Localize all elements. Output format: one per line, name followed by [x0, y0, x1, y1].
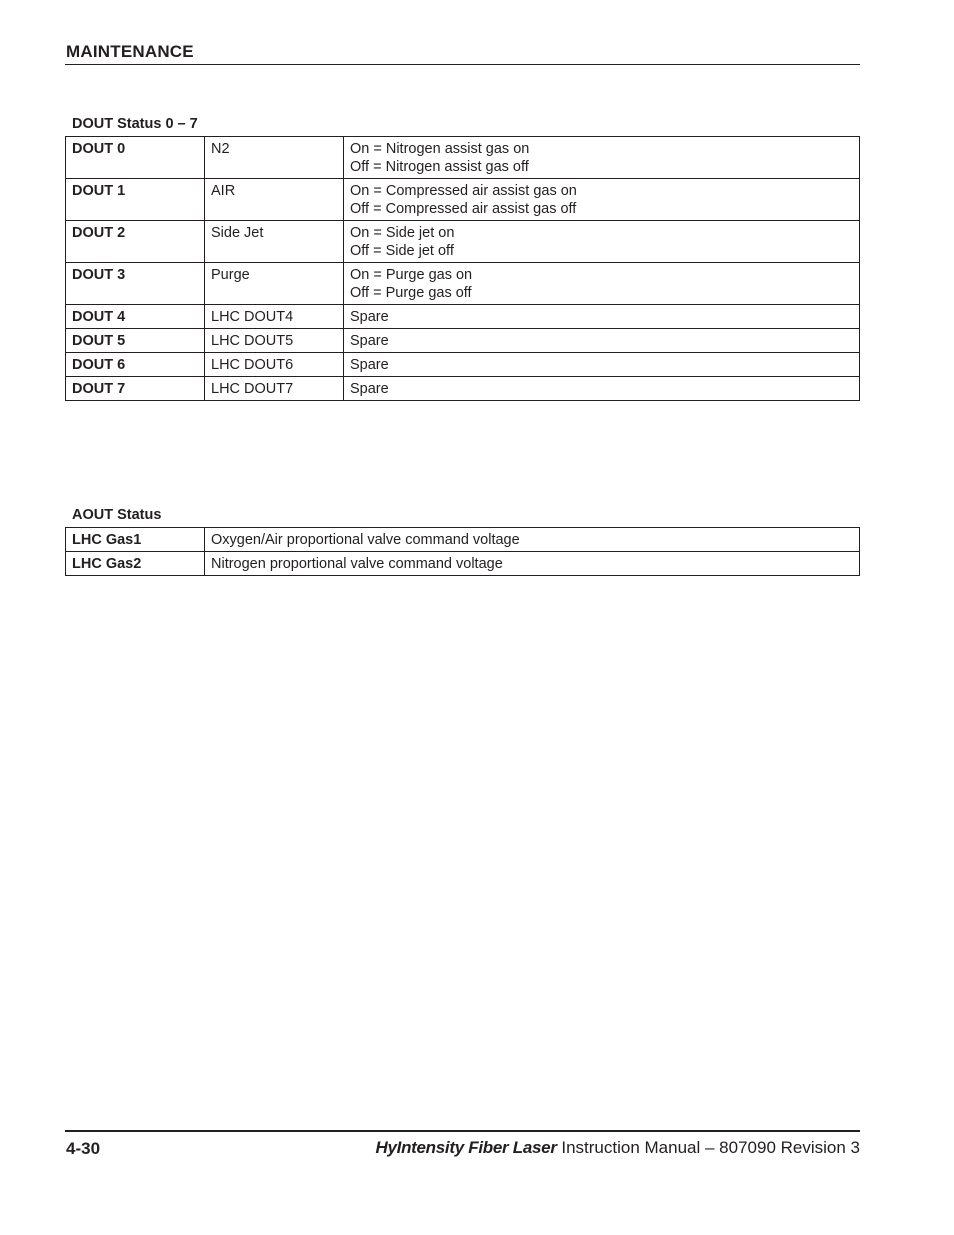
- description-line: On = Side jet on: [350, 225, 455, 241]
- dout-description-cell: [344, 179, 860, 221]
- table-row: [66, 179, 860, 221]
- description-line: Spare: [350, 357, 389, 373]
- dout-description-cell: [344, 263, 860, 305]
- dout-signal-cell: N2: [205, 137, 344, 179]
- dout-signal-cell: LHC DOUT5: [205, 329, 344, 353]
- dout-table-caption: DOUT Status 0 – 7: [72, 116, 198, 132]
- dout-signal-cell: Side Jet: [205, 221, 344, 263]
- description-line: Spare: [350, 333, 389, 349]
- aout-table-body: [66, 528, 860, 576]
- dout-signal-cell: Purge: [205, 263, 344, 305]
- dout-description-cell: [344, 221, 860, 263]
- dout-key-cell: DOUT 0: [66, 137, 205, 179]
- dout-key-cell: DOUT 7: [66, 377, 205, 401]
- description-line: On = Nitrogen assist gas on: [350, 141, 530, 157]
- header-divider: [65, 64, 860, 65]
- description-line: On = Purge gas on: [350, 267, 473, 283]
- description-line: Off = Nitrogen assist gas off: [350, 159, 529, 175]
- dout-key-cell: DOUT 3: [66, 263, 205, 305]
- product-name: HyIntensity Fiber Laser: [375, 1138, 557, 1157]
- page-number: 4-30: [66, 1139, 101, 1158]
- dout-key-cell: DOUT 2: [66, 221, 205, 263]
- description-line: Off = Compressed air assist gas off: [350, 201, 577, 217]
- dout-table-body: [66, 137, 860, 401]
- dout-status-table: [65, 136, 860, 401]
- table-row: [66, 305, 860, 329]
- table-row: [66, 377, 860, 401]
- description-line: Off = Purge gas off: [350, 285, 472, 301]
- aout-description-cell: Nitrogen proportional valve command voltage: [205, 552, 860, 576]
- dout-description-cell: [344, 137, 860, 179]
- manual-title: [376, 1138, 860, 1158]
- table-row: [66, 263, 860, 305]
- footer-divider: [65, 1130, 860, 1132]
- table-row: [66, 552, 860, 576]
- dout-key-cell: DOUT 6: [66, 353, 205, 377]
- description-line: Spare: [350, 309, 389, 325]
- table-row: [66, 221, 860, 263]
- dout-description-cell: [344, 353, 860, 377]
- dout-description-cell: [344, 329, 860, 353]
- aout-table-caption: AOUT Status: [72, 507, 162, 523]
- table-row: [66, 528, 860, 552]
- aout-description-cell: Oxygen/Air proportional valve command voltage: [205, 528, 860, 552]
- dout-key-cell: DOUT 4: [66, 305, 205, 329]
- section-title: MAINTENANCE: [66, 42, 194, 61]
- description-line: On = Compressed air assist gas on: [350, 183, 577, 199]
- table-row: [66, 137, 860, 179]
- table-row: [66, 329, 860, 353]
- table-row: [66, 353, 860, 377]
- dout-signal-cell: LHC DOUT7: [205, 377, 344, 401]
- dout-signal-cell: LHC DOUT6: [205, 353, 344, 377]
- dout-key-cell: DOUT 1: [66, 179, 205, 221]
- description-line: Off = Side jet off: [350, 243, 454, 259]
- dout-signal-cell: AIR: [205, 179, 344, 221]
- aout-key-cell: LHC Gas1: [66, 528, 205, 552]
- dout-key-cell: DOUT 5: [66, 329, 205, 353]
- dout-description-cell: [344, 305, 860, 329]
- manual-subtitle: Instruction Manual – 807090 Revision 3: [556, 1138, 860, 1157]
- aout-status-table: [65, 527, 860, 576]
- dout-signal-cell: LHC DOUT4: [205, 305, 344, 329]
- dout-description-cell: [344, 377, 860, 401]
- description-line: Spare: [350, 381, 389, 397]
- aout-key-cell: LHC Gas2: [66, 552, 205, 576]
